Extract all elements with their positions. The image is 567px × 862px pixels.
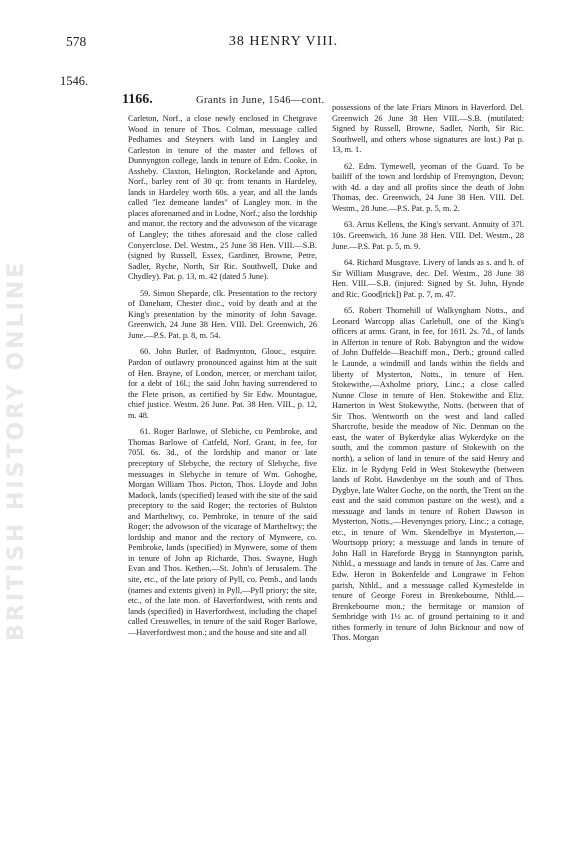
page-number: 578 [66,34,87,49]
paragraph-continuation: possessions of the late Friars Minors in Haverford. Del. Greenwich 26 June 38 Hen VIII.—S.B. (mutilated: Signed by Russell, Browne, Sadler, North, Sir Ric. Southwell, and others whose signatures are lost.) Pat p. 13, m. 1. [332,103,524,155]
watermark: BRITISH HISTORY ONLINE [4,259,29,641]
entry-paragraph: 65. Robert Thornehill of Walkyngham Notts., and Leonard Warcopp alias Carlehull, one of the King's officers at arms. Grant, in fee, for 161l. 2s. 7d., of lands in Alferton in tenure of Rob. Babyngton and the widow of John Duffelde—Beachiff mon., Derb.; ground called le Launde, a windmill and lands within the fields and liberty of Mysterton, Notts., in tenure of Hen. Stokewithe,—Axholme priory, Linc.; a close called Nunne Close in tenure of Hen. Stokewithe and Eliz. Hamerton in West Stokewythe, Notts. (between that of Sir Thos. Wentworth on the west and land called Sharcrofte, beside the meadow of Nic. Denman on the east, the water of Bykerdyke alias Wykerdyke on the south, and the common pasture of Stokewith on the north), a selion of land in tenure of the said Henry and Eliz. in le Rydyng Feld in West Stokewythe (between lands of Robt. Hawdenbye on the south and of Thos. Dygbye, late Walter Goche, on the north, the Trent on the east and the said common pasture on the west), and a messuage and lands in tenure of Robert Dawson in Mysterton, Notts.,—Hevenynges priory, Linc.; a cottage, etc., in tenure of Wm. Skendelbye in Mysterton,—Wourtsopp priory; a messuage and lands in tenure of John Hall in Hareforde Brygg in Stannyngton parish, Nthld., a messuage and lands in tenure of Jas. Carre and Edw. Heron in Bokenfelde and Longrawe in Felton parish, Nthld., and a messuage called Kymesfelde in tenure of George Forest in Brenkebourne, Nthld.—Brenkebourne mon.; the hermitage or mansion of Sembridge with 1½ ac. of ground pertaining to it and tithes formerly in tenure of John Bicknour and now of Thos. Morgan [332,306,524,643]
entry-paragraph: 62. Edm. Tymewell, yeoman of the Guard. To be bailiff of the town and lordship of Fremyngton, Devon; with 4d. a day and all profits since the death of John Thomas, dec. Greenwich, 24 June 38 Hen. VIII. Del. Westm., 28 June.—P.S. Pat. p. 5, m. 2. [332,161,524,213]
entry-number: 1166. [122,92,153,107]
left-column [128,114,317,638]
right-column [332,103,524,644]
section-title: Grants in June, 1546—cont. [196,95,325,106]
entry-paragraph: 60. John Butler, of Badmynton, Glouc., esquire. Pardon of outlawry pronounced against him at the suit of Hen. Brayne, of London, mercer, or merchant tailor, for a debt of 16l.; the said John having surrendered to the Flete prison, as certified by Sir Edw. Mountague, chief justice. Westm. 26 June. Pat. 38 Hen. VIII., p. 12, m. 48. [128,347,317,420]
paragraph-continuation: Carleton, Norf., a close newly enclosed in Chetgrave Wood in tenure of Thos. Colman, messuage called Pedhames and Steyners with land in Langley and Carleston in tenure of the master and fellows of Dunnyngton college, lands in tenure of Edm. Cooke, in Assheby. Claxton, Helington, Rockelande and Apton, Norf., barley rent of 30 qr. from tenants in Hardeley, lands in Hardeley worth 60s. a year, and all the lands called "lez demeane landes" of Langley mon. in the places aforenamed and in Lodne, Norf.; also the lordship and manor, the rectory and the advowson of the vicarage of Langley; the tithes aforesaid and the close called Conyerclose. Del. Westm., 25 June 38 Hen. VIII.—S.B. (signed by Russell, Essex, Gardiner, Browne, Petre, Sadler, Ryche, North, Sir Ric. Southwell, Duke and Chydley). Pat. p. 13, m. 42 (dated 5 June). [128,114,317,282]
entry-paragraph: 63. Artus Kellens, the King's servant. Annuity of 37l. 10s. Greenwich, 16 June 38 Hen. VIII. Del. Westm., 28 June.—P.S. Pat. p. 5, m. 9. [332,220,524,251]
entry-paragraph: 61. Roger Barlowe, of Slebiche, co Pembroke, and Thomas Barlowe of Catfeld, Norf. Grant, in fee, for 705l. 6s. 3d., of the lordship and manor or late preceptory of Slebyche, the rectory of Slebyche, five messuages in Slebyche in tenure of Wm. Gohoghe, Morgan William Thos. Picton, Thos. Lloyde and John Madock, lands (specified) leased with the site of the said preceptory to the said Roger; the rectories of Bulston and Martheltwy, co. Pembroke, in tenure of the said Roger; the advowson of the vicarage of Martheltwy; the lordship and manor and the rectory of Mynwere, co. Pembroke, lands (specified) in Mynwere, some of them in tenure of John ap Richarde, Thos. Swayne, Hugh Evan and Thos. Kethen,—St. John's of Jerusalem. The site, etc., of the late priory of Pyll, co. Pemb., and lands (names and extents given) in Pyll,—Pyll priory; the site, etc., of the late mon. of Haverfordwest, with rents and lands (specified) in Haverfordwest, including the chapel called Cresswelles, in tenure of the said Roger Barlowe,—Haverfordwest mon.; and the house and site and all [128,427,317,637]
reign-title: 38 HENRY VIII. [228,34,339,49]
year-label: 1546. [60,74,89,88]
entry-paragraph: 64. Richard Musgrave. Livery of lands as s. and h. of Sir William Musgrave, dec. Del. Westm., 28 June 38 Hen. VIII.—S.B. (injured: Signed by St. John, Hynde and Ric. Good[rick]) Pat. p. 7, m. 47. [332,258,524,299]
entry-paragraph: 59. Simon Sheparde, clk. Presentation to the rectory of Daneham, Chester dioc., void by death and at the King's presentation by the minority of John Savage. Greenwich, 24 June 38 Hen. VIII. Del. Greenwich, 26 June.—P.S. Pat. p. 8, m. 54. [128,288,317,340]
running-head [0,34,567,52]
